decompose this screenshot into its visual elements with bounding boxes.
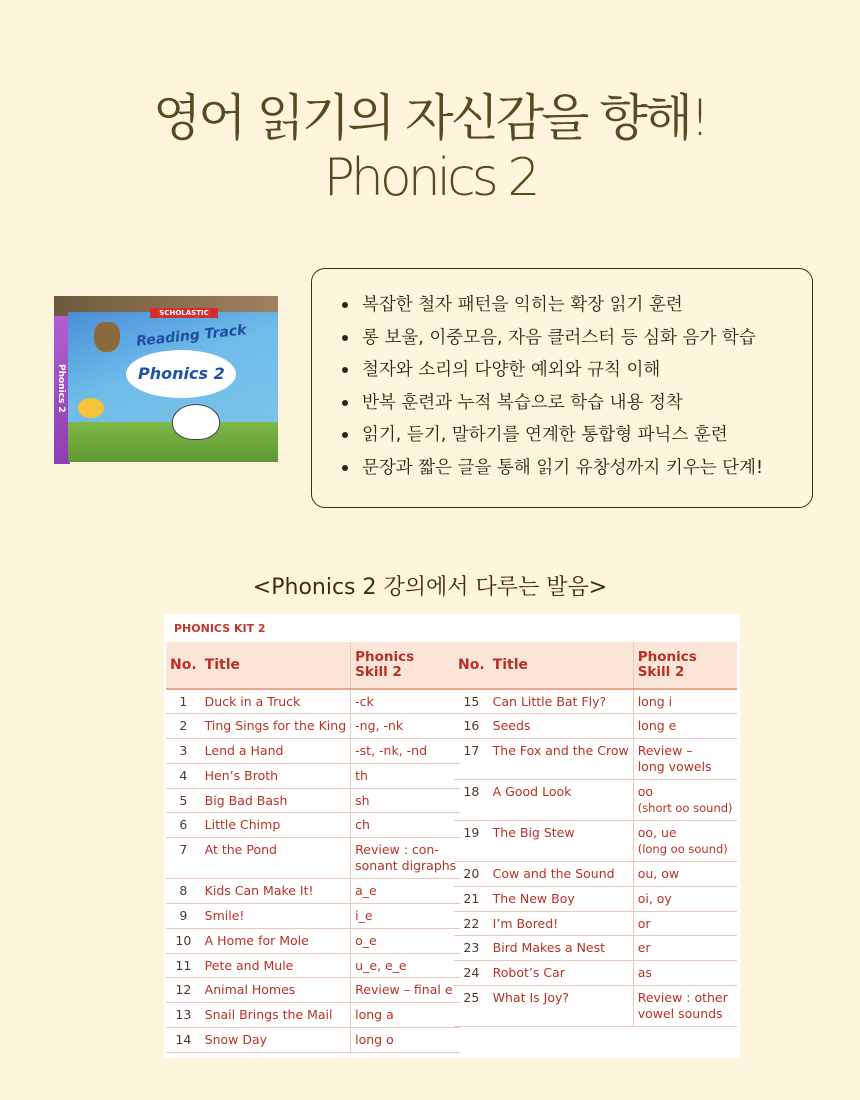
cell-no: 19	[454, 821, 489, 862]
cell-title: A Good Look	[489, 780, 634, 821]
bullet-icon	[342, 335, 348, 341]
cell-no: 24	[454, 961, 489, 986]
skill-line: as	[637, 965, 652, 981]
cell-title: The Fox and the Crow	[489, 739, 634, 780]
skill-line: (long oo sound)	[637, 842, 728, 857]
cell-title: Hen’s Broth	[201, 763, 351, 788]
table-row	[454, 780, 737, 821]
cell-skill	[351, 1028, 461, 1053]
cell-no: 4	[166, 763, 201, 788]
col-header-title: Title	[489, 642, 634, 689]
skill-line: sonant digraphs	[355, 858, 457, 874]
cell-skill	[633, 961, 736, 986]
cell-title: Little Chimp	[201, 813, 351, 838]
cell-skill	[351, 838, 461, 879]
col-header-no: No.	[166, 642, 201, 689]
features-list	[312, 269, 812, 484]
cell-skill	[633, 936, 736, 961]
table-row	[166, 1028, 460, 1053]
table-row	[454, 821, 737, 862]
series-logo: Reading Track	[135, 322, 248, 350]
skill-line: long e	[637, 718, 677, 734]
col-header-skill: Phonics Skill 2	[633, 642, 736, 689]
cell-no: 5	[166, 788, 201, 813]
table-row	[454, 936, 737, 961]
table-row	[166, 838, 460, 879]
skill-line: Review – final e	[355, 982, 453, 998]
table-row	[454, 739, 737, 780]
cell-no: 9	[166, 904, 201, 929]
table-row	[454, 911, 737, 936]
phonics-kit-table-image	[164, 614, 740, 1058]
table-row	[166, 689, 460, 714]
feature-item: 복잡한 철자 패턴을 익히는 확장 읽기 훈련	[340, 289, 812, 322]
cell-title: Seeds	[489, 714, 634, 739]
skill-line: a_e	[355, 883, 377, 899]
cell-no: 18	[454, 780, 489, 821]
col-header-no: No.	[454, 642, 489, 689]
skill-line: oi, oy	[637, 890, 672, 906]
cell-skill	[633, 689, 736, 714]
cell-no: 11	[166, 953, 201, 978]
box-side-label: Phonics 2	[56, 364, 66, 413]
cell-title: Smile!	[201, 904, 351, 929]
cell-title: Snow Day	[201, 1028, 351, 1053]
skill-line: -ng, -nk	[355, 718, 404, 734]
skill-line: sh	[355, 792, 370, 808]
table-row	[166, 788, 460, 813]
features-card	[311, 268, 813, 508]
hero-title-line2: Phonics 2	[323, 148, 537, 208]
cell-skill	[633, 714, 736, 739]
cell-title: Kids Can Make It!	[201, 879, 351, 904]
cell-title: What Is Joy?	[489, 986, 634, 1027]
cell-no: 6	[166, 813, 201, 838]
bullet-icon	[342, 400, 348, 406]
cell-no: 2	[166, 714, 201, 739]
table-row	[454, 886, 737, 911]
skill-line: -ck	[355, 694, 374, 709]
skill-line: vowel sounds	[637, 1006, 723, 1022]
table-row	[166, 928, 460, 953]
cell-title: Duck in a Truck	[201, 689, 351, 714]
cell-no: 15	[454, 689, 489, 714]
cell-title: Can Little Bat Fly?	[489, 689, 634, 714]
cell-skill	[351, 739, 461, 764]
cell-no: 1	[166, 689, 201, 714]
skill-line: Review : other	[637, 990, 728, 1006]
owl-illustration	[94, 322, 120, 352]
cell-title: Lend a Hand	[201, 739, 351, 764]
bullet-icon	[342, 367, 348, 373]
curriculum-table-left	[166, 642, 460, 1053]
table-row	[166, 1003, 460, 1028]
cell-no: 7	[166, 838, 201, 879]
feature-item: 철자와 소리의 다양한 예외와 규칙 이해	[340, 354, 812, 387]
cell-title: Bird Makes a Nest	[489, 936, 634, 961]
product-title-logo: Phonics 2	[138, 364, 225, 383]
table-row	[166, 904, 460, 929]
table-row	[454, 862, 737, 887]
feature-item: 읽기, 듣기, 말하기를 연계한 통합형 파닉스 훈련	[340, 419, 812, 452]
cell-skill	[351, 1003, 461, 1028]
cell-skill	[633, 739, 736, 780]
table-row	[454, 961, 737, 986]
cell-skill	[633, 986, 736, 1027]
cell-no: 3	[166, 739, 201, 764]
section-title: <Phonics 2 강의에서 다루는 발음>	[252, 575, 608, 600]
table-row	[166, 978, 460, 1003]
hero-title-line1: 영어 읽기의 자신감을 향해!	[152, 89, 708, 147]
table-row	[166, 714, 460, 739]
cell-no: 8	[166, 879, 201, 904]
feature-item: 문장과 짧은 글을 통해 읽기 유창성까지 키우는 단계!	[340, 452, 812, 485]
bullet-icon	[342, 302, 348, 308]
skill-line: Review : con-	[355, 842, 439, 858]
cell-skill	[351, 763, 461, 788]
table-row	[166, 763, 460, 788]
skill-line: i_e	[355, 908, 373, 924]
skill-line: long vowels	[637, 759, 712, 775]
cell-skill	[351, 978, 461, 1003]
skill-line: (short oo sound)	[637, 801, 733, 816]
skill-line: long o	[355, 1032, 394, 1048]
curriculum-table-right	[454, 642, 737, 1027]
cell-no: 21	[454, 886, 489, 911]
kit-title: PHONICS KIT 2	[174, 622, 266, 635]
skill-line: or	[637, 915, 651, 931]
product-box-image	[54, 294, 278, 464]
cell-skill	[351, 689, 461, 714]
cell-skill	[633, 862, 736, 887]
cell-no: 23	[454, 936, 489, 961]
col-header-title: Title	[201, 642, 351, 689]
skill-line: long a	[355, 1007, 394, 1023]
table-row	[166, 739, 460, 764]
cell-no: 12	[166, 978, 201, 1003]
cell-title: Ting Sings for the King	[201, 714, 351, 739]
cell-no: 16	[454, 714, 489, 739]
cell-skill	[633, 886, 736, 911]
cow-illustration	[172, 404, 220, 440]
publisher-logo: SCHOLASTIC	[150, 308, 218, 318]
table-row	[166, 953, 460, 978]
skill-line: o_e	[355, 932, 377, 948]
skill-line: ch	[355, 817, 370, 833]
cell-skill	[351, 953, 461, 978]
skill-line: er	[637, 940, 651, 956]
cell-title: Animal Homes	[201, 978, 351, 1003]
cell-skill	[351, 904, 461, 929]
cell-title: Snail Brings the Mail	[201, 1003, 351, 1028]
cell-no: 10	[166, 928, 201, 953]
bullet-icon	[342, 432, 348, 438]
cell-skill	[633, 911, 736, 936]
cell-title: Big Bad Bash	[201, 788, 351, 813]
cell-skill	[351, 879, 461, 904]
cell-no: 22	[454, 911, 489, 936]
cell-no: 17	[454, 739, 489, 780]
cell-title: Cow and the Sound	[489, 862, 634, 887]
cell-skill	[351, 788, 461, 813]
cell-title: A Home for Mole	[201, 928, 351, 953]
cell-skill	[633, 780, 736, 821]
table-row	[166, 813, 460, 838]
table-row	[454, 986, 737, 1027]
cell-skill	[351, 928, 461, 953]
skill-line: long i	[637, 694, 673, 709]
cell-no: 13	[166, 1003, 201, 1028]
skill-line: Review –	[637, 743, 693, 759]
feature-item: 반복 훈련과 누적 복습으로 학습 내용 정착	[340, 387, 812, 420]
skill-line: th	[355, 767, 368, 783]
skill-line: -st, -nk, -nd	[355, 743, 427, 759]
skill-line: oo	[637, 784, 653, 800]
table-row	[454, 689, 737, 714]
col-header-skill: Phonics Skill 2	[351, 642, 461, 689]
cell-title: The Big Stew	[489, 821, 634, 862]
table-row	[166, 879, 460, 904]
cell-title: Robot’s Car	[489, 961, 634, 986]
cell-title: Pete and Mule	[201, 953, 351, 978]
skill-line: oo, ue	[637, 825, 677, 841]
cell-skill	[633, 821, 736, 862]
cell-no: 25	[454, 986, 489, 1027]
duck-illustration	[78, 398, 104, 418]
cell-skill	[351, 813, 461, 838]
cell-title: The New Boy	[489, 886, 634, 911]
table-row	[454, 714, 737, 739]
bullet-icon	[342, 465, 348, 471]
cell-skill	[351, 714, 461, 739]
skill-line: ou, ow	[637, 866, 680, 882]
skill-line: u_e, e_e	[355, 957, 407, 973]
feature-item: 롱 보울, 이중모음, 자음 클러스터 등 심화 음가 학습	[340, 322, 812, 355]
cell-title: I’m Bored!	[489, 911, 634, 936]
cell-title: At the Pond	[201, 838, 351, 879]
cell-no: 20	[454, 862, 489, 887]
cell-no: 14	[166, 1028, 201, 1053]
